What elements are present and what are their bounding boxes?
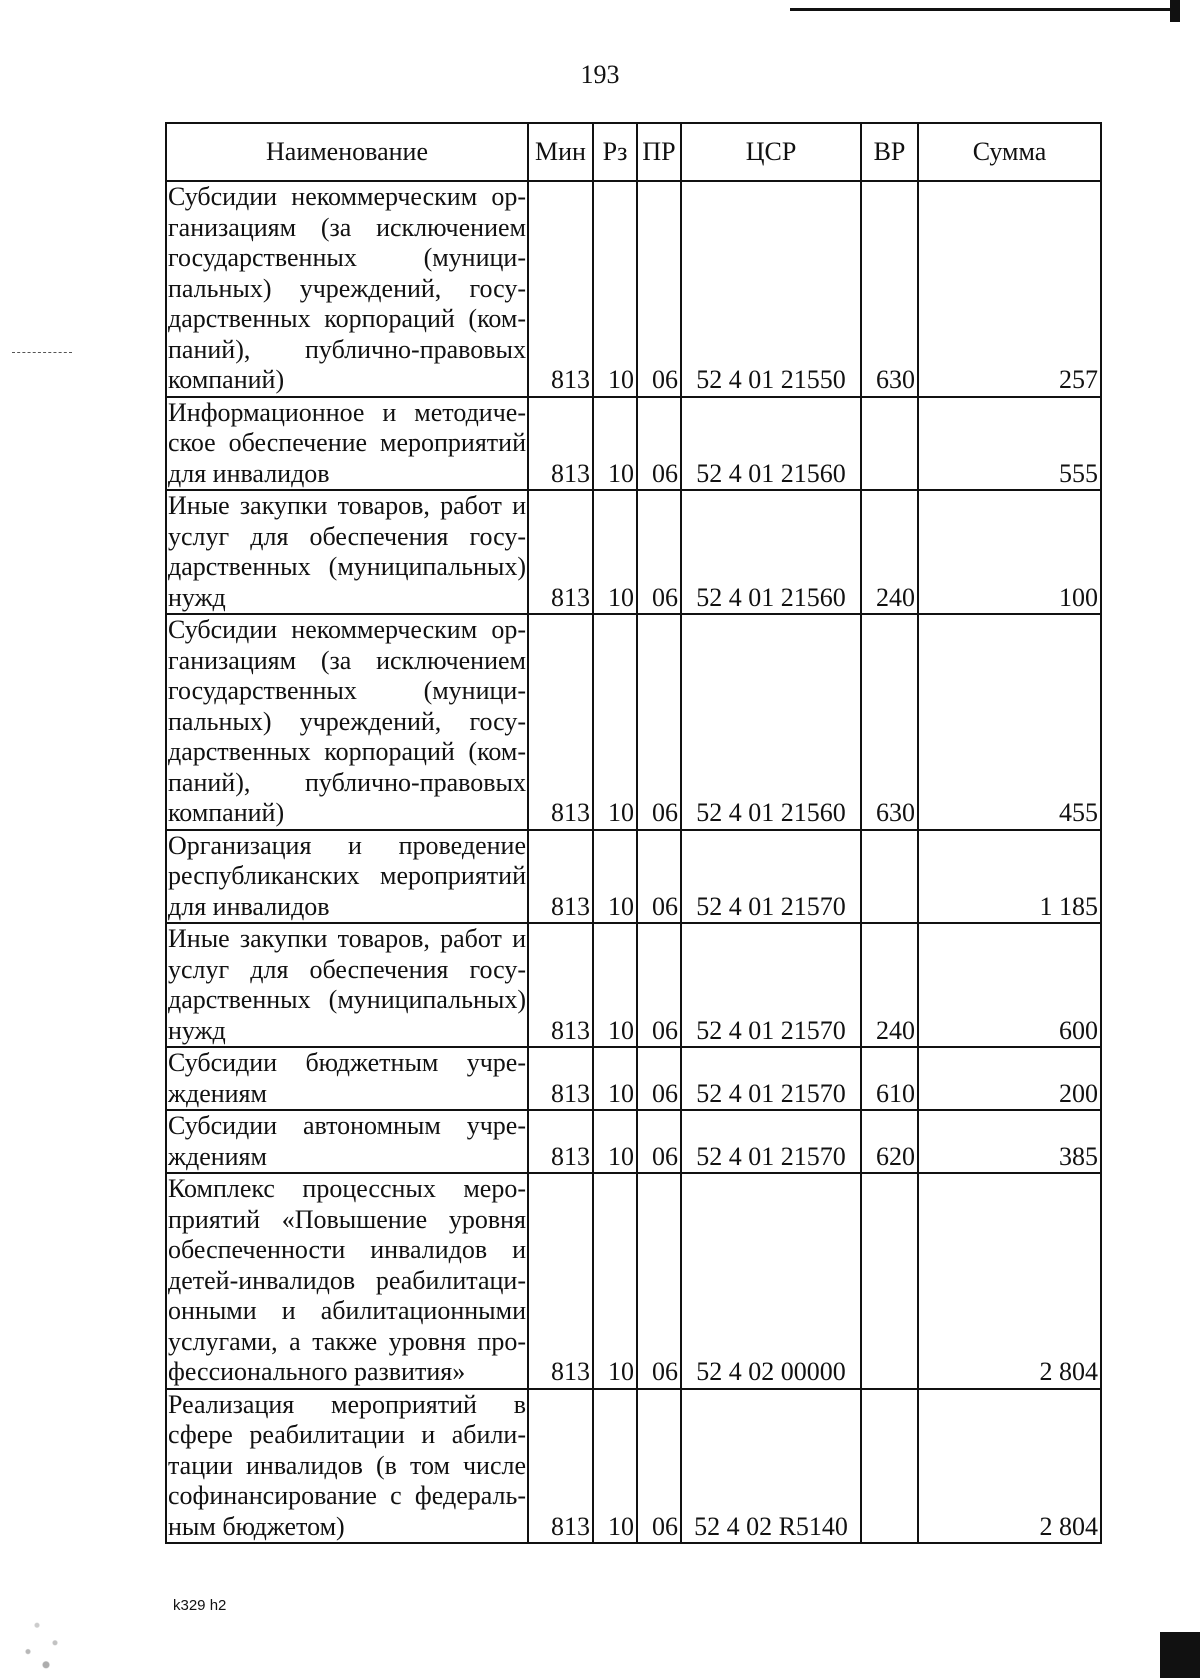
cell-csr: 52 4 01 21560 [681, 397, 861, 491]
table-row [166, 923, 1101, 1047]
footer-code: k329 h2 [173, 1597, 227, 1614]
cell-csr: 52 4 01 21570 [681, 923, 861, 1047]
table-row [166, 1110, 1101, 1173]
cell-sum: 455 [918, 614, 1101, 830]
cell-sum: 2 804 [918, 1173, 1101, 1389]
header-rz: Рз [593, 123, 637, 181]
cell-csr: 52 4 01 21560 [681, 490, 861, 614]
cell-min: 813 [528, 1389, 593, 1544]
cell-min: 813 [528, 923, 593, 1047]
page-number: 193 [580, 60, 620, 89]
table-row [166, 614, 1101, 830]
cell-name: Информационное и методиче-ское обеспечение мероприятий для инвалидов [166, 397, 528, 491]
cell-csr: 52 4 01 21560 [681, 614, 861, 830]
cell-sum: 100 [918, 490, 1101, 614]
cell-name: Субсидии некоммерческим ор-ганизациям (за исключением государственных (муници-пальных) учреждений, госу-дарственных корпораций (ком-паний), публично-правовых компаний) [166, 614, 528, 830]
cell-rz: 10 [593, 1173, 637, 1389]
cell-name: Иные закупки товаров, работ и услуг для обеспечения госу-дарственных (муниципальных) нужд [166, 490, 528, 614]
cell-vr: 630 [861, 614, 918, 830]
cell-name: Субсидии некоммерческим ор-ганизациям (за исключением государственных (муници-пальных) учреждений, госу-дарственных корпораций (ком-паний), публично-правовых компаний) [166, 181, 528, 397]
cell-rz: 10 [593, 830, 637, 924]
cell-vr [861, 397, 918, 491]
cell-vr [861, 1173, 918, 1389]
header-vr: ВР [861, 123, 918, 181]
cell-min: 813 [528, 830, 593, 924]
table-row [166, 1389, 1101, 1544]
cell-sum: 2 804 [918, 1389, 1101, 1544]
cell-min: 813 [528, 181, 593, 397]
cell-pr: 06 [637, 1173, 681, 1389]
top-edge-mark [1170, 0, 1180, 22]
table-body [166, 181, 1101, 1543]
cell-name: Субсидии автономным учре-ждениям [166, 1110, 528, 1173]
cell-pr: 06 [637, 1110, 681, 1173]
cell-rz: 10 [593, 1389, 637, 1544]
cell-vr: 610 [861, 1047, 918, 1110]
cell-vr: 620 [861, 1110, 918, 1173]
cell-min: 813 [528, 490, 593, 614]
cell-sum: 1 185 [918, 830, 1101, 924]
cell-pr: 06 [637, 1047, 681, 1110]
cell-pr: 06 [637, 397, 681, 491]
header-name: Наименование [166, 123, 528, 181]
cell-sum: 257 [918, 181, 1101, 397]
cell-rz: 10 [593, 923, 637, 1047]
corner-mark [1160, 1632, 1200, 1678]
cell-rz: 10 [593, 614, 637, 830]
cell-name: Субсидии бюджетным учре-ждениям [166, 1047, 528, 1110]
cell-csr: 52 4 01 21570 [681, 1110, 861, 1173]
table-row [166, 1047, 1101, 1110]
cell-name: Организация и проведение республиканских мероприятий для инвалидов [166, 830, 528, 924]
header-sum: Сумма [918, 123, 1101, 181]
table-row [166, 1173, 1101, 1389]
table-row [166, 830, 1101, 924]
cell-min: 813 [528, 397, 593, 491]
scan-artifact [16, 1590, 76, 1678]
cell-pr: 06 [637, 490, 681, 614]
cell-csr: 52 4 02 00000 [681, 1173, 861, 1389]
table-header-row [166, 123, 1101, 181]
cell-csr: 52 4 01 21570 [681, 1047, 861, 1110]
cell-pr: 06 [637, 614, 681, 830]
header-pr: ПР [637, 123, 681, 181]
cell-vr: 630 [861, 181, 918, 397]
table-row [166, 181, 1101, 397]
cell-rz: 10 [593, 490, 637, 614]
cell-vr [861, 1389, 918, 1544]
cell-sum: 200 [918, 1047, 1101, 1110]
cell-rz: 10 [593, 181, 637, 397]
cell-pr: 06 [637, 1389, 681, 1544]
cell-rz: 10 [593, 1110, 637, 1173]
cell-sum: 385 [918, 1110, 1101, 1173]
cell-rz: 10 [593, 397, 637, 491]
cell-sum: 555 [918, 397, 1101, 491]
cell-min: 813 [528, 1047, 593, 1110]
cell-sum: 600 [918, 923, 1101, 1047]
cell-min: 813 [528, 1110, 593, 1173]
cell-name: Реализация мероприятий в сфере реабилитации и абили-тации инвалидов (в том числе софинансирование с федераль-ным бюджетом) [166, 1389, 528, 1544]
margin-mark [12, 352, 72, 354]
cell-name: Иные закупки товаров, работ и услуг для обеспечения госу-дарственных (муниципальных) нужд [166, 923, 528, 1047]
cell-min: 813 [528, 1173, 593, 1389]
cell-csr: 52 4 01 21570 [681, 830, 861, 924]
cell-rz: 10 [593, 1047, 637, 1110]
cell-vr [861, 830, 918, 924]
table-row [166, 397, 1101, 491]
header-min: Мин [528, 123, 593, 181]
table-row [166, 490, 1101, 614]
cell-vr: 240 [861, 923, 918, 1047]
top-edge-line [790, 8, 1178, 11]
cell-vr: 240 [861, 490, 918, 614]
budget-table [165, 122, 1102, 1544]
cell-min: 813 [528, 614, 593, 830]
cell-pr: 06 [637, 923, 681, 1047]
header-csr: ЦСР [681, 123, 861, 181]
cell-pr: 06 [637, 830, 681, 924]
cell-csr: 52 4 01 21550 [681, 181, 861, 397]
cell-csr: 52 4 02 R5140 [681, 1389, 861, 1544]
cell-pr: 06 [637, 181, 681, 397]
cell-name: Комплекс процессных меро-приятий «Повышение уровня обеспеченности инвалидов и детей-инвалидов реабилитаци-онными и абилитационными услугами, а также уровня про-фессионального развития» [166, 1173, 528, 1389]
